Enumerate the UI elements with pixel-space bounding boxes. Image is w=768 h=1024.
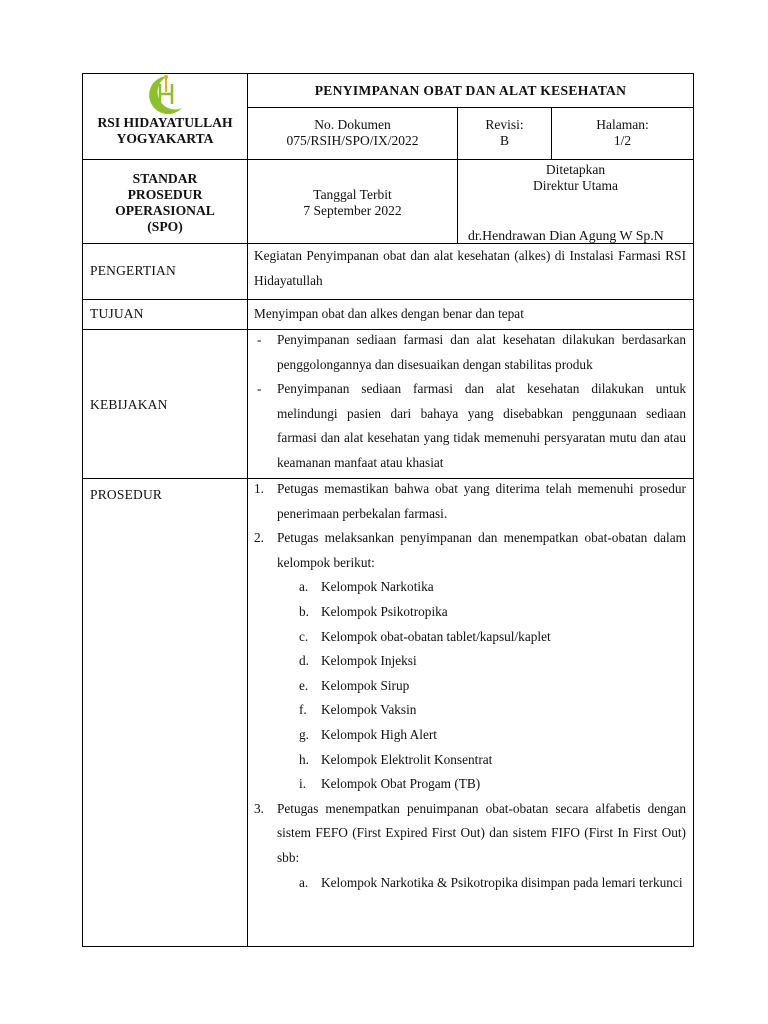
kebijakan-list — [248, 328, 686, 476]
revision-label: Revisi: — [485, 117, 524, 132]
group-item — [248, 625, 686, 650]
group-text: Kelompok Vaksin — [321, 702, 417, 718]
kebijakan-label: KEBIJAKAN — [90, 397, 168, 412]
group-text: Kelompok High Alert — [321, 726, 437, 742]
kebijakan-item-text: Penyimpanan sediaan farmasi dan alat kesehatan dilakukan berdasarkan penggolongannya dan disesuaikan dengan stabilitas produk — [277, 332, 686, 372]
revision-cell — [458, 116, 551, 150]
step3-sub-item — [248, 871, 686, 896]
group-item — [248, 674, 686, 699]
group-item — [248, 575, 686, 600]
doc-number-value: 075/RSIH/SPO/IX/2022 — [286, 133, 419, 148]
document-title — [248, 74, 693, 107]
group-item — [248, 600, 686, 625]
prosedur-step-2-text: Petugas melaksankan penyimpanan dan menempatkan obat-obatan dalam kelompok berikut: — [277, 530, 686, 570]
spo-line2: PROSEDUR — [127, 187, 203, 202]
prosedur-step-1-text: Petugas memastikan bahwa obat yang diterima telah memenuhi prosedur penerimaan perbekalan farmasi. — [277, 481, 686, 521]
group-mark: i. — [299, 776, 307, 792]
group-mark: d. — [299, 653, 309, 669]
institution-name — [83, 114, 247, 148]
group-text: Kelompok Narkotika — [321, 579, 434, 595]
prosedur-label: PROSEDUR — [90, 487, 163, 502]
issue-date-cell — [248, 186, 457, 220]
spo-line3: OPERASIONAL — [115, 203, 215, 218]
pengertian-label: PENGERTIAN — [90, 263, 176, 278]
revision-value: B — [499, 133, 509, 148]
group-text: Kelompok Sirup — [321, 677, 410, 693]
prosedur-step-2: 2. Petugas melaksankan penyimpanan dan menempatkan obat-obatan dalam kelompok berikut: — [254, 530, 686, 570]
group-mark: h. — [299, 751, 309, 767]
approval-cell — [458, 161, 693, 195]
prosedur-step-3-text: Petugas menempatkan penuimpanan obat-obatan secara alfabetis dengan sistem FEFO (First Expired First Out) dan sistem FIFO (First In First Out) sbb: — [277, 800, 686, 865]
kebijakan-item: - Penyimpanan sediaan farmasi dan alat kesehatan dilakukan untuk melindungi pasien dari bahaya yang disebabkan penggunaan sediaan farmasi dan alat kesehatan yang tidak memenuhi persyaratan mutu dan atau keamanan manfaat atau khasiat — [257, 381, 686, 470]
group-mark: a. — [299, 579, 309, 595]
tujuan-label: TUJUAN — [90, 306, 144, 321]
step3-sub-mark: a. — [299, 874, 309, 890]
approved-role: Direktur Utama — [532, 178, 619, 193]
tujuan-text: Menyimpan obat dan alkes dengan benar dan tepat — [254, 306, 524, 321]
group-mark: b. — [299, 603, 309, 619]
kebijakan-item: - Penyimpanan sediaan farmasi dan alat kesehatan dilakukan berdasarkan penggolongannya dan disesuaikan dengan stabilitas produk — [257, 332, 686, 372]
page-label: Halaman: — [596, 117, 649, 132]
issue-date-value: 7 September 2022 — [303, 203, 402, 218]
doc-number-cell — [248, 116, 457, 150]
step3-sub-text: Kelompok Narkotika & Psikotropika disimpan pada lemari terkunci — [321, 874, 683, 890]
doc-number-label: No. Dokumen — [314, 117, 391, 132]
pengertian-text: Kegiatan Penyimpanan obat dan alat kesehatan (alkes) di Instalasi Farmasi RSI Hidayatullah — [254, 248, 686, 288]
page-cell — [552, 116, 693, 150]
group-text: Kelompok Psikotropika — [321, 603, 448, 619]
group-mark: f. — [299, 702, 307, 718]
hospital-logo — [138, 72, 190, 116]
group-text: Kelompok Injeksi — [321, 653, 417, 669]
group-text: Kelompok Obat Progam (TB) — [321, 776, 481, 792]
page-value: 1/2 — [613, 133, 632, 148]
spo-line4: (SPO) — [147, 219, 183, 234]
kebijakan-item-text: Penyimpanan sediaan farmasi dan alat kesehatan dilakukan untuk melindungi pasien dari bahaya yang disebabkan penggunaan sediaan farmasi dan alat kesehatan yang tidak memenuhi persyaratan mutu dan atau keamanan manfaat atau khasiat — [277, 381, 686, 470]
prosedur-step-1: 1. Petugas memastikan bahwa obat yang diterima telah memenuhi prosedur penerimaan perbekalan farmasi. — [254, 481, 686, 521]
institution-line2: YOGYAKARTA — [116, 131, 214, 146]
group-item — [248, 748, 686, 773]
spo-line1: STANDAR — [132, 171, 198, 186]
group-mark: g. — [299, 726, 309, 742]
document-title-text: PENYIMPANAN OBAT DAN ALAT KESEHATAN — [314, 82, 627, 98]
prosedur-step-3: 3. Petugas menempatkan penuimpanan obat-obatan secara alfabetis dengan sistem FEFO (First Expired First Out) dan sistem FIFO (First In First Out) sbb: — [254, 800, 686, 865]
group-text: Kelompok obat-obatan tablet/kapsul/kaplet — [321, 628, 551, 644]
group-item — [248, 723, 686, 748]
group-list — [248, 575, 686, 796]
group-mark: e. — [299, 677, 309, 693]
group-item — [248, 649, 686, 674]
prosedur-list — [248, 477, 686, 895]
group-item — [248, 772, 686, 797]
spo-heading — [83, 170, 247, 236]
group-text: Kelompok Elektrolit Konsentrat — [321, 751, 493, 767]
issue-date-label: Tanggal Terbit — [313, 187, 392, 202]
approved-label: Ditetapkan — [545, 162, 606, 177]
institution-line1: RSI HIDAYATULLAH — [97, 115, 233, 130]
group-mark: c. — [299, 628, 309, 644]
group-item — [248, 698, 686, 723]
approved-name: dr.Hendrawan Dian Agung W Sp.N — [468, 228, 664, 243]
